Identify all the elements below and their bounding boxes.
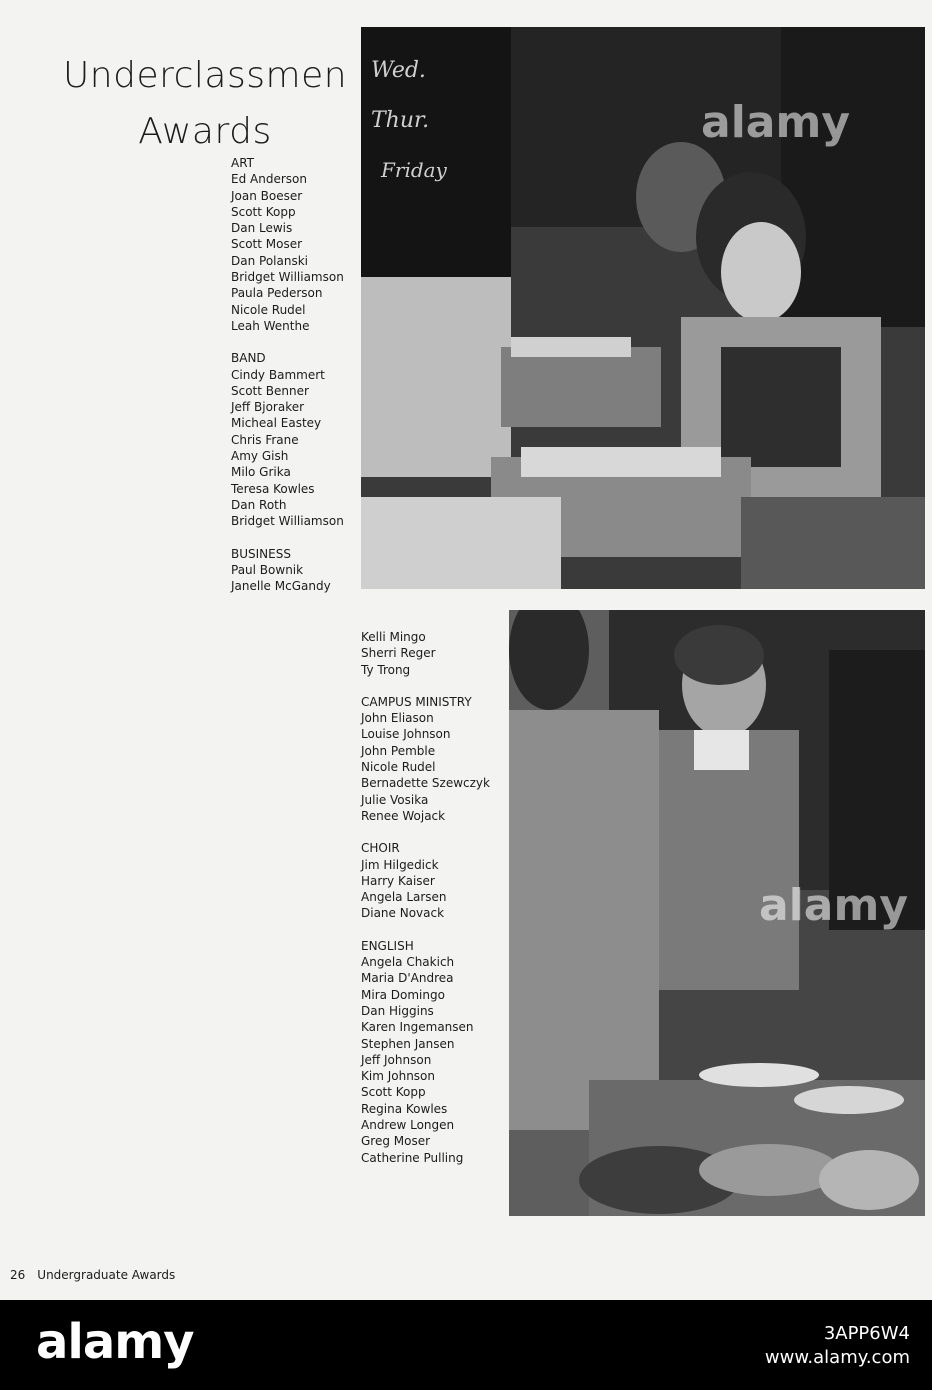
photo-watermark-1: alamy	[701, 97, 850, 148]
award-recipient: Nicole Rudel	[361, 760, 436, 775]
award-recipient: Amy Gish	[231, 449, 289, 464]
award-recipient: Bridget Williamson	[231, 514, 344, 529]
page-title	[60, 48, 350, 160]
award-recipient: Jim Hilgedick	[361, 857, 439, 872]
award-recipient: Regina Kowles	[361, 1101, 448, 1116]
award-recipient: Paul Bownik	[231, 562, 304, 577]
award-recipient: Kelli Mingo	[361, 630, 426, 644]
svg-text:Thur.: Thur.	[371, 108, 430, 133]
award-recipient: Joan Boeser	[231, 188, 303, 203]
section-heading: CAMPUS MINISTRY	[361, 694, 472, 709]
award-recipient: Renee Wojack	[361, 808, 446, 823]
award-recipient: Karen Ingemansen	[361, 1020, 474, 1035]
award-recipient: Scott Moser	[231, 237, 303, 252]
award-section	[361, 694, 490, 824]
award-section	[361, 629, 490, 678]
award-recipient: Paula Pederson	[231, 286, 323, 301]
award-recipient: Micheal Eastey	[231, 416, 322, 431]
award-recipient: Leah Wenthe	[231, 318, 310, 333]
award-recipient: Stephen Jansen	[361, 1036, 455, 1051]
footer-label: Undergraduate Awards	[37, 1268, 176, 1282]
award-recipient: Bernadette Szewczyk	[361, 776, 490, 791]
section-heading: BUSINESS	[231, 546, 291, 561]
award-recipient: Scott Benner	[231, 383, 309, 398]
award-section	[361, 938, 490, 1166]
award-recipient: Teresa Kowles	[231, 481, 315, 496]
award-recipient: Catherine Pulling	[361, 1150, 464, 1165]
bake-sale-photo	[509, 610, 925, 1216]
brand-url: www.alamy.com	[764, 1347, 910, 1368]
award-recipient: Maria D'Andrea	[361, 971, 454, 986]
award-recipient: Greg Moser	[361, 1134, 431, 1149]
award-recipient: Harry Kaiser	[361, 873, 435, 888]
photo-watermark-2: alamy	[759, 880, 908, 931]
award-recipient: Angela Larsen	[361, 890, 447, 905]
award-recipient: Ty Trong	[361, 662, 411, 677]
award-recipient: Mira Domingo	[361, 987, 445, 1002]
page-footer	[10, 1268, 187, 1282]
award-section	[231, 350, 344, 529]
section-heading: BAND	[231, 351, 266, 366]
svg-text:Wed.: Wed.	[371, 58, 426, 83]
title-line-1: Underclassmen	[62, 55, 348, 96]
page-number: 26	[10, 1268, 26, 1282]
title-line-2: Awards	[138, 111, 272, 152]
awards-column-left	[231, 155, 344, 610]
section-heading: ART	[231, 156, 255, 170]
award-recipient: Scott Kopp	[361, 1085, 426, 1100]
award-recipient: Dan Roth	[231, 497, 287, 512]
award-recipient: Ed Anderson	[231, 172, 307, 187]
brand-logo: alamy	[36, 1314, 194, 1370]
award-recipient: Julie Vosika	[361, 792, 429, 807]
award-recipient: Louise Johnson	[361, 727, 451, 742]
awards-column-right	[361, 629, 490, 1182]
award-section	[231, 155, 344, 334]
award-section	[231, 546, 344, 595]
section-heading: ENGLISH	[361, 938, 414, 953]
award-recipient: Diane Novack	[361, 906, 445, 921]
award-recipient: Chris Frane	[231, 432, 299, 447]
award-recipient: Janelle McGandy	[231, 579, 331, 594]
award-recipient: Dan Lewis	[231, 221, 293, 236]
award-recipient: Jeff Bjoraker	[231, 400, 305, 415]
image-id: 3APP6W4	[823, 1323, 910, 1344]
award-recipient: Angela Chakich	[361, 955, 455, 970]
award-recipient: John Eliason	[361, 711, 434, 726]
award-recipient: Scott Kopp	[231, 204, 296, 219]
section-heading: CHOIR	[361, 841, 400, 856]
award-recipient: John Pemble	[361, 743, 436, 758]
award-recipient: Andrew Longen	[361, 1118, 455, 1133]
award-recipient: Dan Higgins	[361, 1003, 434, 1018]
award-recipient: Jeff Johnson	[361, 1052, 432, 1067]
classroom-typewriter-photo	[361, 27, 925, 589]
award-recipient: Sherri Reger	[361, 646, 436, 661]
image-reference	[765, 1322, 910, 1370]
award-recipient: Milo Grika	[231, 465, 291, 480]
svg-text:Friday: Friday	[381, 158, 447, 182]
award-recipient: Kim Johnson	[361, 1069, 435, 1084]
award-recipient: Cindy Bammert	[231, 367, 325, 382]
award-recipient: Bridget Williamson	[231, 270, 344, 285]
award-recipient: Dan Polanski	[231, 253, 308, 268]
award-section	[361, 840, 490, 921]
award-recipient: Nicole Rudel	[231, 302, 306, 317]
